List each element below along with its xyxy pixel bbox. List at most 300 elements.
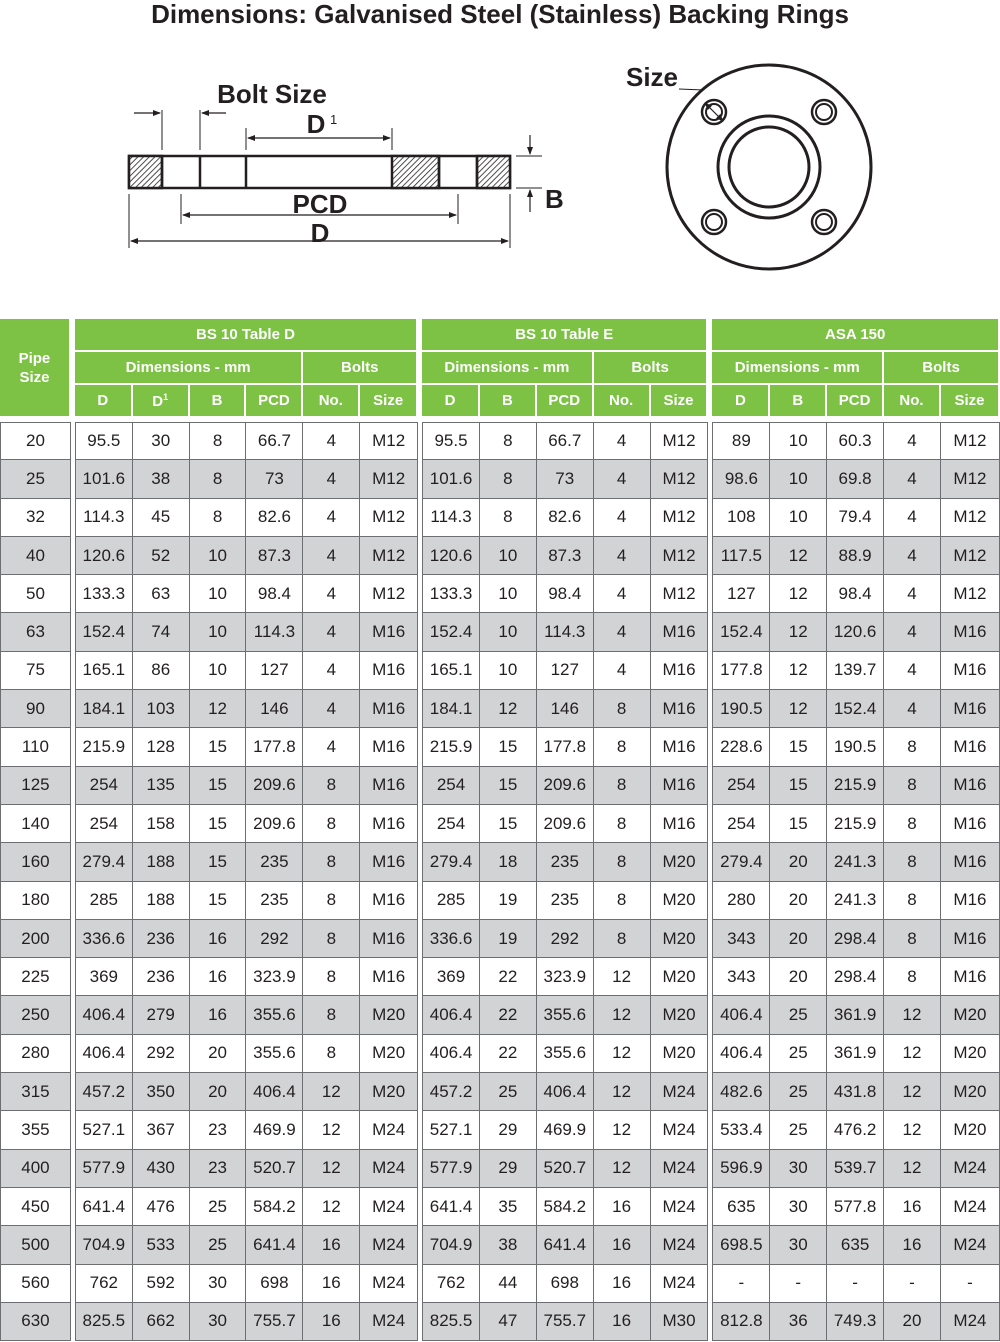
table-cell: M16	[941, 652, 1000, 690]
table-cell: 108	[712, 499, 770, 537]
pipe-size-cell: 140	[0, 805, 71, 843]
table-cell: 135	[133, 767, 190, 805]
pipe-size-cell: 110	[0, 728, 71, 766]
table-cell: M20	[360, 996, 418, 1034]
table-row	[0, 575, 1000, 613]
table-cell: 209.6	[246, 767, 303, 805]
table-cell: 406.4	[75, 996, 133, 1034]
table-cell: 762	[422, 1265, 480, 1303]
table-cell: 16	[884, 1188, 941, 1226]
table-row	[0, 537, 1000, 575]
table-cell: 63	[133, 575, 190, 613]
table-cell: 215.9	[827, 767, 884, 805]
table-cell: 45	[133, 499, 190, 537]
table-cell: 254	[422, 767, 480, 805]
table-cell: 95.5	[422, 422, 480, 460]
table-cell: 292	[133, 1035, 190, 1073]
table-cell: M16	[651, 767, 709, 805]
table-row	[0, 1073, 1000, 1111]
table-cell: 23	[190, 1111, 247, 1149]
table-cell: 355.6	[537, 1035, 594, 1073]
table-cell: 10	[770, 422, 827, 460]
table-cell: M20	[651, 958, 709, 996]
table-row	[0, 767, 1000, 805]
table-cell: M16	[360, 805, 418, 843]
column-header-asa150-size: Size	[941, 385, 1000, 418]
table-cell: 641.4	[75, 1188, 133, 1226]
table-cell: 19	[480, 920, 537, 958]
table-cell: 749.3	[827, 1303, 884, 1341]
table-cell: M24	[941, 1303, 1000, 1341]
table-cell: 88.9	[827, 537, 884, 575]
table-row	[0, 728, 1000, 766]
table-row	[0, 1150, 1000, 1188]
table-cell: 8	[303, 1035, 360, 1073]
table-cell: M12	[360, 422, 418, 460]
table-cell: 15	[770, 767, 827, 805]
table-cell: 12	[884, 996, 941, 1034]
table-cell: 8	[594, 728, 651, 766]
table-cell: 165.1	[75, 652, 133, 690]
table-cell: 4	[884, 460, 941, 498]
table-cell: 16	[303, 1226, 360, 1264]
table-cell: 114.3	[422, 499, 480, 537]
table-cell: 577.9	[75, 1150, 133, 1188]
table-cell: 4	[303, 537, 360, 575]
page-title: Dimensions: Galvanised Steel (Stainless) Backing Rings	[151, 0, 849, 29]
table-cell: 8	[594, 805, 651, 843]
table-row	[0, 1303, 1000, 1341]
table-cell: 10	[190, 652, 247, 690]
table-cell: 406.4	[712, 996, 770, 1034]
pipe-size-cell: 160	[0, 843, 71, 881]
table-cell: 641.4	[246, 1226, 303, 1264]
pipe-size-header: Pipe Size	[0, 319, 71, 418]
table-cell: 8	[190, 422, 247, 460]
dimensions-header: Dimensions - mm	[75, 352, 304, 385]
pipe-size-cell: 450	[0, 1188, 71, 1226]
table-cell: 825.5	[422, 1303, 480, 1341]
pipe-size-cell: 180	[0, 882, 71, 920]
table-cell: 406.4	[712, 1035, 770, 1073]
table-cell: 584.2	[246, 1188, 303, 1226]
table-cell: M12	[651, 537, 709, 575]
size-label: Size	[625, 62, 679, 92]
table-cell: 367	[133, 1111, 190, 1149]
table-cell: 406.4	[537, 1073, 594, 1111]
table-cell: 16	[594, 1265, 651, 1303]
table-cell: 8	[303, 882, 360, 920]
table-cell: 36	[770, 1303, 827, 1341]
column-header-table_d-d1: $D^1$	[133, 385, 190, 418]
bolts-header: Bolts	[594, 352, 709, 385]
table-cell: M16	[941, 728, 1000, 766]
table-cell: M12	[360, 575, 418, 613]
table-cell: 4	[884, 613, 941, 651]
table-cell: 12	[480, 690, 537, 728]
pipe-size-cell: 75	[0, 652, 71, 690]
group-header-bs10-table-d: BS 10 Table D	[75, 319, 418, 352]
table-cell: 527.1	[422, 1111, 480, 1149]
table-cell: 38	[480, 1226, 537, 1264]
table-cell: 12	[884, 1150, 941, 1188]
table-cell: 457.2	[75, 1073, 133, 1111]
table-cell: 15	[190, 843, 247, 881]
table-cell: 73	[246, 460, 303, 498]
table-cell: M16	[360, 613, 418, 651]
table-cell: 8	[594, 767, 651, 805]
table-cell: 8	[884, 882, 941, 920]
pipe-size-cell: 225	[0, 958, 71, 996]
backing-ring-diagram	[0, 0, 1000, 300]
table-cell: 361.9	[827, 1035, 884, 1073]
pipe-size-cell: 32	[0, 499, 71, 537]
column-header-table_e-b: B	[480, 385, 537, 418]
table-cell: 228.6	[712, 728, 770, 766]
table-row	[0, 882, 1000, 920]
table-cell: 698	[246, 1265, 303, 1303]
table-cell: 254	[75, 767, 133, 805]
table-cell: 236	[133, 920, 190, 958]
table-cell: 188	[133, 882, 190, 920]
table-cell: M16	[360, 652, 418, 690]
table-cell: 82.6	[537, 499, 594, 537]
table-cell: 533.4	[712, 1111, 770, 1149]
table-cell: 25	[770, 1111, 827, 1149]
table-cell: 596.9	[712, 1150, 770, 1188]
table-cell: 704.9	[422, 1226, 480, 1264]
table-cell: 298.4	[827, 958, 884, 996]
table-cell: 8	[884, 920, 941, 958]
table-cell: M20	[941, 996, 1000, 1034]
table-cell: M12	[941, 499, 1000, 537]
table-cell: 476.2	[827, 1111, 884, 1149]
table-cell: 30	[770, 1188, 827, 1226]
d1-label: D	[306, 109, 326, 139]
table-cell: M12	[651, 575, 709, 613]
table-cell: 12	[594, 1111, 651, 1149]
table-cell: 4	[884, 537, 941, 575]
section-view	[129, 79, 564, 248]
table-row	[0, 996, 1000, 1034]
table-cell: 12	[594, 1073, 651, 1111]
table-cell: 20	[770, 843, 827, 881]
table-cell: 16	[594, 1303, 651, 1341]
table-cell: 177.8	[537, 728, 594, 766]
table-cell: 4	[594, 460, 651, 498]
table-cell: 4	[594, 537, 651, 575]
table-cell: M20	[651, 882, 709, 920]
table-cell: 29	[480, 1150, 537, 1188]
table-cell: 101.6	[75, 460, 133, 498]
table-cell: 8	[480, 460, 537, 498]
table-cell: 10	[190, 613, 247, 651]
table-cell: M24	[941, 1188, 1000, 1226]
table-cell: 10	[190, 537, 247, 575]
table-cell: 190.5	[712, 690, 770, 728]
table-cell: 16	[884, 1226, 941, 1264]
pipe-size-cell: 25	[0, 460, 71, 498]
table-cell: 469.9	[246, 1111, 303, 1149]
table-cell: 241.3	[827, 843, 884, 881]
table-cell: 16	[303, 1265, 360, 1303]
table-cell: 19	[480, 882, 537, 920]
table-cell: 236	[133, 958, 190, 996]
table-cell: 15	[770, 805, 827, 843]
table-cell: 4	[303, 499, 360, 537]
table-cell: 114.3	[75, 499, 133, 537]
table-cell: 285	[422, 882, 480, 920]
table-cell: 20	[770, 920, 827, 958]
table-cell: 704.9	[75, 1226, 133, 1264]
table-cell: 4	[303, 460, 360, 498]
table-cell: 98.4	[246, 575, 303, 613]
table-row	[0, 499, 1000, 537]
table-cell: 254	[712, 805, 770, 843]
table-cell: 209.6	[246, 805, 303, 843]
table-cell: 4	[303, 613, 360, 651]
bolts-header: Bolts	[884, 352, 1000, 385]
pipe-size-cell: 125	[0, 767, 71, 805]
column-header-table_e-size: Size	[651, 385, 709, 418]
table-row	[0, 1035, 1000, 1073]
table-cell: 128	[133, 728, 190, 766]
table-cell: 114.3	[246, 613, 303, 651]
table-cell: 406.4	[422, 996, 480, 1034]
pipe-size-cell: 560	[0, 1265, 71, 1303]
table-cell: 8	[303, 805, 360, 843]
table-row	[0, 805, 1000, 843]
table-cell: M24	[941, 1150, 1000, 1188]
table-cell: 177.8	[246, 728, 303, 766]
table-cell: 323.9	[537, 958, 594, 996]
table-cell: -	[712, 1265, 770, 1303]
table-cell: 79.4	[827, 499, 884, 537]
table-cell: 30	[770, 1150, 827, 1188]
table-cell: 279.4	[75, 843, 133, 881]
table-cell: 158	[133, 805, 190, 843]
table-cell: 98.6	[712, 460, 770, 498]
column-header-asa150-b: B	[770, 385, 827, 418]
table-cell: M16	[651, 728, 709, 766]
table-cell: 4	[594, 652, 651, 690]
table-cell: 4	[303, 575, 360, 613]
table-row	[0, 843, 1000, 881]
table-cell: M24	[360, 1188, 418, 1226]
table-cell: 25	[190, 1226, 247, 1264]
front-view	[626, 62, 871, 269]
table-cell: M24	[651, 1111, 709, 1149]
table-cell: -	[770, 1265, 827, 1303]
table-cell: 8	[884, 843, 941, 881]
column-header-table_d-size: Size	[360, 385, 418, 418]
table-cell: 279	[133, 996, 190, 1034]
column-header-table_d-pcd: PCD	[246, 385, 303, 418]
table-cell: 4	[884, 499, 941, 537]
table-cell: 18	[480, 843, 537, 881]
table-cell: 20	[884, 1303, 941, 1341]
table-cell: 235	[246, 882, 303, 920]
table-cell: 698.5	[712, 1226, 770, 1264]
table-cell: 8	[480, 499, 537, 537]
table-cell: 25	[770, 1073, 827, 1111]
table-cell: 215.9	[75, 728, 133, 766]
table-cell: 4	[594, 575, 651, 613]
table-row	[0, 958, 1000, 996]
table-cell: 8	[480, 422, 537, 460]
table-cell: 8	[303, 996, 360, 1034]
pipe-size-cell: 63	[0, 613, 71, 651]
table-cell: 336.6	[75, 920, 133, 958]
table-cell: 8	[884, 767, 941, 805]
table-cell: 188	[133, 843, 190, 881]
table-cell: 825.5	[75, 1303, 133, 1341]
table-cell: M24	[360, 1150, 418, 1188]
table-cell: 641.4	[537, 1226, 594, 1264]
table-cell: 12	[303, 1150, 360, 1188]
table-cell: 539.7	[827, 1150, 884, 1188]
table-cell: 8	[594, 920, 651, 958]
d1-superscript: 1	[330, 112, 338, 127]
column-header-table_d-b: B	[190, 385, 247, 418]
table-cell: 127	[537, 652, 594, 690]
table-cell: 152.4	[422, 613, 480, 651]
table-cell: 120.6	[422, 537, 480, 575]
table-cell: 292	[537, 920, 594, 958]
table-cell: 25	[480, 1073, 537, 1111]
table-cell: 527.1	[75, 1111, 133, 1149]
table-cell: 336.6	[422, 920, 480, 958]
column-header-asa150-pcd: PCD	[827, 385, 884, 418]
table-cell: M16	[941, 843, 1000, 881]
table-cell: 254	[422, 805, 480, 843]
table-cell: 355.6	[246, 996, 303, 1034]
table-cell: 12	[303, 1111, 360, 1149]
d-label: D	[310, 218, 330, 248]
table-cell: 812.8	[712, 1303, 770, 1341]
backing-ring-dimensions-table	[0, 319, 1000, 1341]
table-cell: 4	[884, 652, 941, 690]
table-cell: 4	[884, 422, 941, 460]
table-cell: 152.4	[712, 613, 770, 651]
table-cell: 69.8	[827, 460, 884, 498]
table-cell: 482.6	[712, 1073, 770, 1111]
table-cell: 369	[422, 958, 480, 996]
table-cell: 29	[480, 1111, 537, 1149]
table-row	[0, 1188, 1000, 1226]
table-cell: 38	[133, 460, 190, 498]
table-cell: 323.9	[246, 958, 303, 996]
table-cell: 139.7	[827, 652, 884, 690]
table-cell: 103	[133, 690, 190, 728]
table-cell: 12	[303, 1073, 360, 1111]
table-cell: M16	[941, 958, 1000, 996]
table-cell: 20	[190, 1073, 247, 1111]
table-cell: 127	[246, 652, 303, 690]
table-cell: 4	[884, 690, 941, 728]
table-cell: 4	[303, 422, 360, 460]
table-cell: M20	[941, 1035, 1000, 1073]
table-cell: 25	[770, 996, 827, 1034]
table-cell: 10	[480, 613, 537, 651]
pipe-size-cell: 500	[0, 1226, 71, 1264]
table-cell: 22	[480, 1035, 537, 1073]
table-cell: 47	[480, 1303, 537, 1341]
table-cell: -	[884, 1265, 941, 1303]
table-cell: 592	[133, 1265, 190, 1303]
table-cell: M20	[651, 843, 709, 881]
table-cell: 87.3	[537, 537, 594, 575]
table-cell: 343	[712, 958, 770, 996]
table-cell: M24	[651, 1226, 709, 1264]
table-cell: 698	[537, 1265, 594, 1303]
table-cell: 4	[884, 575, 941, 613]
pcd-label: PCD	[292, 189, 348, 219]
table-cell: 120.6	[75, 537, 133, 575]
table-cell: 298.4	[827, 920, 884, 958]
table-cell: 12	[594, 1035, 651, 1073]
table-cell: 279.4	[422, 843, 480, 881]
table-cell: 30	[770, 1226, 827, 1264]
table-cell: M12	[360, 537, 418, 575]
table-cell: 16	[594, 1188, 651, 1226]
table-cell: M16	[360, 958, 418, 996]
table-cell: 15	[770, 728, 827, 766]
table-row	[0, 460, 1000, 498]
table-cell: 15	[190, 767, 247, 805]
table-cell: 16	[190, 958, 247, 996]
table-cell: 12	[884, 1035, 941, 1073]
table-cell: 82.6	[246, 499, 303, 537]
table-cell: 15	[190, 882, 247, 920]
table-cell: 4	[303, 728, 360, 766]
table-cell: 146	[246, 690, 303, 728]
table-cell: 762	[75, 1265, 133, 1303]
table-cell: M12	[941, 575, 1000, 613]
table-cell: M16	[941, 613, 1000, 651]
table-cell: 8	[594, 882, 651, 920]
table-cell: 15	[480, 805, 537, 843]
table-cell: M24	[360, 1226, 418, 1264]
table-cell: 406.4	[75, 1035, 133, 1073]
table-cell: 66.7	[246, 422, 303, 460]
table-cell: M30	[651, 1303, 709, 1341]
table-cell: 755.7	[246, 1303, 303, 1341]
table-cell: M12	[941, 422, 1000, 460]
table-row	[0, 1111, 1000, 1149]
table-cell: 8	[594, 690, 651, 728]
table-cell: M20	[651, 1035, 709, 1073]
table-cell: M16	[360, 767, 418, 805]
table-cell: M16	[651, 805, 709, 843]
table-cell: 10	[770, 460, 827, 498]
table-cell: M24	[360, 1303, 418, 1341]
bolt-size-label: Bolt Size	[217, 79, 327, 109]
table-cell: 20	[770, 958, 827, 996]
table-cell: M24	[941, 1226, 1000, 1264]
table-cell: 15	[190, 805, 247, 843]
table-cell: 20	[770, 882, 827, 920]
table-cell: 520.7	[246, 1150, 303, 1188]
table-cell: 235	[246, 843, 303, 881]
table-cell: 25	[190, 1188, 247, 1226]
table-cell: M12	[360, 460, 418, 498]
table-cell: 16	[594, 1226, 651, 1264]
table-cell: M16	[941, 882, 1000, 920]
table-cell: M16	[651, 690, 709, 728]
table-cell: 476	[133, 1188, 190, 1226]
table-row	[0, 652, 1000, 690]
